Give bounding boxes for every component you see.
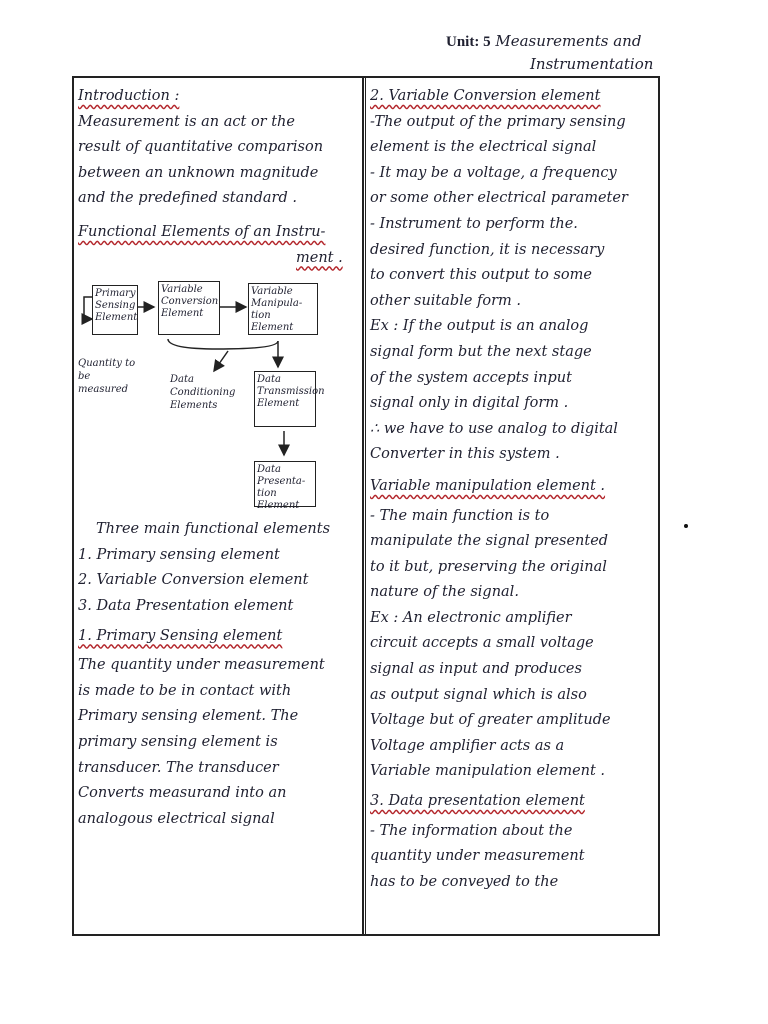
variable-conversion-line: or some other electrical parameter xyxy=(370,190,628,207)
variable-conversion-line: element is the electrical signal xyxy=(370,139,597,156)
variable-conversion-heading: 2. Variable Conversion element xyxy=(370,88,601,104)
header-title-line-2: Instrumentation xyxy=(530,55,654,73)
variable-conversion-line: -The output of the primary sensing xyxy=(370,113,626,130)
intro-line: between an unknown magnitude xyxy=(78,164,319,181)
data-presentation-line: quantity under measurement xyxy=(370,848,585,865)
functional-elements-diagram xyxy=(78,279,358,511)
page-header xyxy=(446,30,676,75)
intro-line: and the predefined standard . xyxy=(78,190,297,207)
primary-sensing-line: Converts measurand into an xyxy=(78,785,287,802)
data-transmission-block: Data Transmission Element xyxy=(254,371,316,427)
primary-sensing-block: Primary Sensing Element xyxy=(92,285,138,335)
introduction-heading: Introduction : xyxy=(78,88,180,104)
data-presentation-heading: 3. Data presentation element xyxy=(370,793,585,810)
variable-manipulation-block: Variable Manipula- tion Element xyxy=(248,283,318,335)
variable-conversion-line: Converter in this system . xyxy=(370,446,560,463)
variable-manipulation-line: to it but, preserving the original xyxy=(370,558,607,575)
element-list-item: 2. Variable Conversion element xyxy=(78,572,309,589)
data-presentation-line: - The information about the xyxy=(370,822,573,839)
brace-conditioning xyxy=(168,339,278,349)
primary-sensing-line: analogous electrical signal xyxy=(78,810,275,827)
primary-sensing-line: transducer. The transducer xyxy=(78,759,279,776)
primary-sensing-heading: 1. Primary Sensing element xyxy=(78,627,283,644)
column-divider xyxy=(362,78,366,934)
primary-sensing-line: primary sensing element is xyxy=(78,733,278,750)
variable-manipulation-line: as output signal which is also xyxy=(370,686,587,703)
variable-manipulation-line: Variable manipulation element . xyxy=(370,763,606,780)
variable-conversion-line: Ex : If the output is an analog xyxy=(370,318,589,335)
variable-manipulation-line: circuit accepts a small voltage xyxy=(370,635,594,652)
variable-conversion-block: Variable Conversion Element xyxy=(158,281,220,335)
variable-conversion-line: to convert this output to some xyxy=(370,267,592,284)
variable-conversion-line: signal only in digital form . xyxy=(370,395,569,412)
variable-conversion-line: desired function, it is necessary xyxy=(370,241,605,258)
data-presentation-block: Data Presenta- tion Element xyxy=(254,461,316,507)
variable-conversion-line: - Instrument to perform the. xyxy=(370,215,578,232)
arrow-quantity-input xyxy=(84,297,92,319)
primary-sensing-line: Primary sensing element. The xyxy=(78,708,299,725)
header-title-line-1: Measurements and xyxy=(495,32,642,50)
ink-dot xyxy=(684,524,688,528)
variable-conversion-line: - It may be a voltage, a frequency xyxy=(370,164,617,181)
functional-elements-heading: Functional Elements of an Instru- xyxy=(78,223,326,240)
three-main-elements-line: Three main functional elements xyxy=(96,521,331,538)
notes-box xyxy=(72,76,660,936)
data-conditioning-label: Data Conditioning Elements xyxy=(170,374,236,412)
variable-manipulation-line: nature of the signal. xyxy=(370,584,519,601)
header-line-1 xyxy=(446,30,676,53)
variable-conversion-line: signal form but the next stage xyxy=(370,343,592,360)
variable-manipulation-line: - The main function is to xyxy=(370,507,550,524)
variable-manipulation-line: manipulate the signal presented xyxy=(370,533,609,550)
intro-line: Measurement is an act or the xyxy=(78,113,295,130)
variable-conversion-line: ∴ we have to use analog to digital xyxy=(370,420,618,437)
intro-line: result of quantitative comparison xyxy=(78,139,324,156)
variable-manipulation-line: signal as input and produces xyxy=(370,661,582,678)
element-list-item: 3. Data Presentation element xyxy=(78,597,294,614)
variable-manipulation-line: Voltage amplifier acts as a xyxy=(370,737,565,754)
primary-sensing-line: The quantity under measurement xyxy=(78,657,325,674)
variable-conversion-line: of the system accepts input xyxy=(370,369,572,386)
left-column xyxy=(78,84,358,832)
variable-manipulation-line: Voltage but of greater amplitude xyxy=(370,712,611,729)
variable-manipulation-heading: Variable manipulation element . xyxy=(370,477,606,494)
unit-label: Unit: 5 xyxy=(446,34,491,50)
element-list-item: 1. Primary sensing element xyxy=(78,546,280,563)
variable-manipulation-line: Ex : An electronic amplifier xyxy=(370,609,572,626)
primary-sensing-line: is made to be in contact with xyxy=(78,682,292,699)
data-presentation-line: has to be conveyed to the xyxy=(370,873,559,890)
arrow-to-conditioning-label xyxy=(214,351,228,371)
quantity-to-be-measured-label: Quantity to be measured xyxy=(78,358,136,396)
right-column xyxy=(370,84,656,895)
functional-elements-heading-cont: ment . xyxy=(296,249,343,266)
variable-conversion-line: other suitable form . xyxy=(370,292,522,309)
